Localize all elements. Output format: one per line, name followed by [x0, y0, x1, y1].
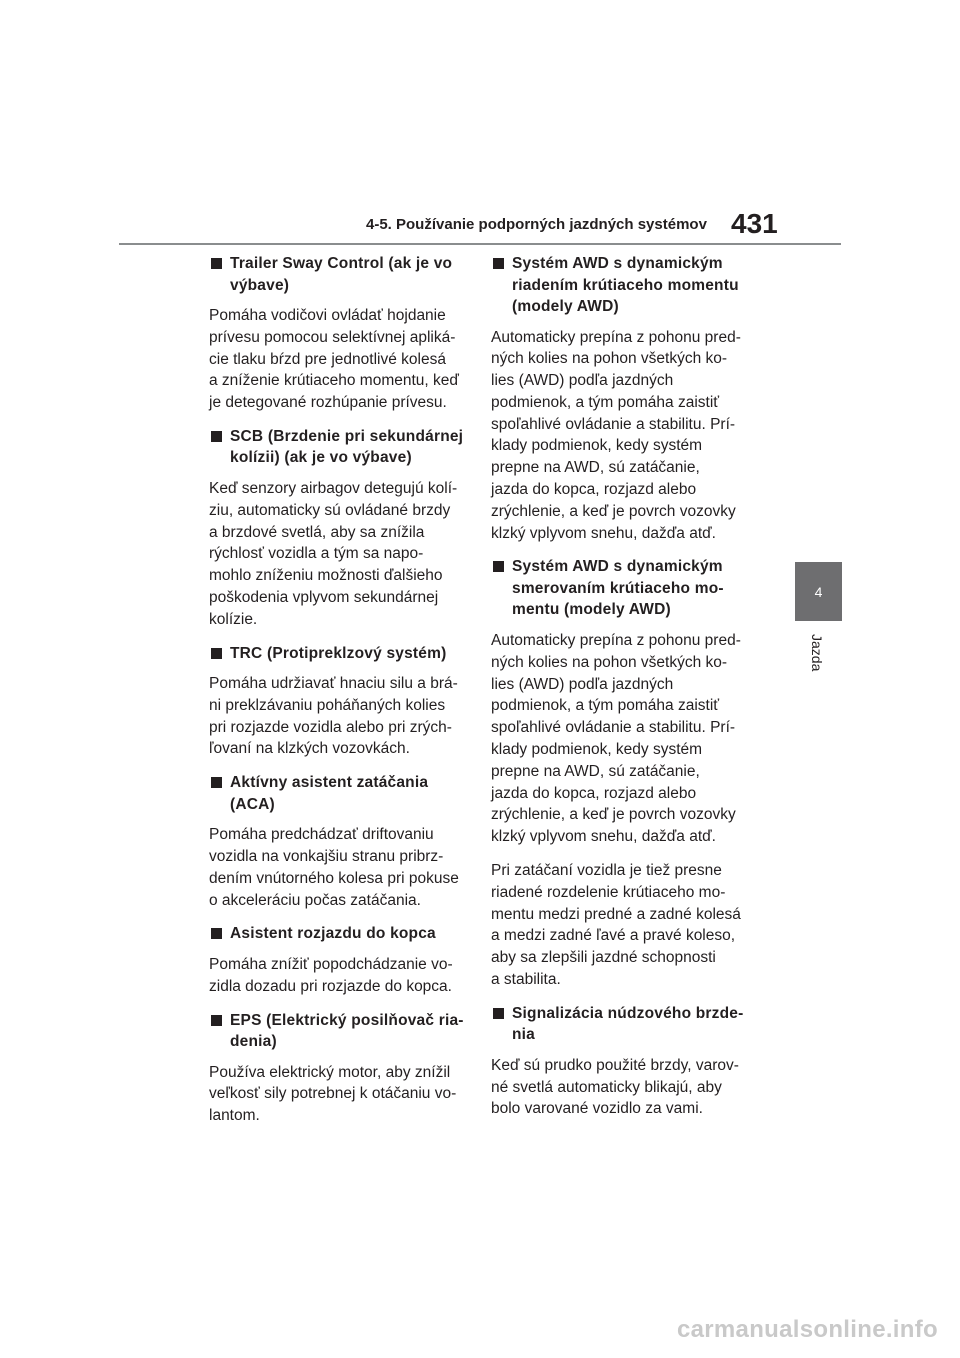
section-body: Keď senzory airbagov detegujú kolí- ziu, automaticky sú ovládané brzdy a brzdové svetlá, aby sa znížila rýchlosť vozidla a tým sa napo- mohlo zníženiu možnosti ďalšieho poškodenia vplyvom sekundárnej kolízie. — [209, 479, 458, 628]
chapter-tab[interactable] — [795, 562, 842, 621]
section-heading — [209, 1010, 471, 1053]
right-column — [491, 253, 753, 1132]
section-heading — [209, 426, 471, 469]
square-bullet-icon — [211, 648, 222, 659]
square-bullet-icon — [211, 928, 222, 939]
section-heading — [209, 253, 471, 296]
section-body: Pomáha vodičovi ovládať hojdanie prívesu pomocou selektívnej apliká- cie tlaku bŕzd pre jednotlivé kolesá a zníženie krútiaceho momentu, keď je detegované rozhúpanie prívesu. — [209, 307, 459, 412]
section-heading — [209, 643, 471, 665]
section-eps — [209, 1010, 471, 1127]
heading-text: EPS (Elektrický posilňovač ria- denia) — [230, 1011, 464, 1051]
square-bullet-icon — [493, 1008, 504, 1019]
left-column — [209, 253, 471, 1139]
square-bullet-icon — [211, 431, 222, 442]
page-number: 431 — [731, 208, 778, 239]
section-body: Automaticky prepína z pohonu pred- ných kolies na pohon všetkých ko- lies (AWD) podľa jazdných podmienok, a tým pomáha zaistiť spoľahlivé ovládanie a stabilitu. Prí- klady podmienok, kedy systém prepne na AWD, sú zatáčanie, jazda do kopca, rozjazd alebo zrýchlenie, a keď je povrch vozovky klzký vplyvom snehu, dažďa atď. — [491, 328, 741, 542]
section-awd-torque-control — [491, 253, 753, 544]
square-bullet-icon — [211, 777, 222, 788]
watermark: carmanualsonline.info — [676, 1316, 938, 1343]
chapter-label: Jazda — [809, 634, 825, 672]
section-emergency-brake-signal — [491, 1003, 753, 1120]
heading-text: Asistent rozjazdu do kopca — [230, 925, 436, 943]
section-heading — [491, 556, 753, 621]
section-body: Používa elektrický motor, aby znížil veľkosť sily potrebnej k otáčaniu vo- lantom. — [209, 1063, 457, 1125]
heading-text: Signalizácia núdzového brzde- nia — [512, 1004, 744, 1044]
heading-text: TRC (Protipreklzový systém) — [230, 644, 447, 662]
section-trailer-sway — [209, 253, 471, 414]
heading-text: Systém AWD s dynamickým smerovaním krútiaceho mo- mentu (modely AWD) — [512, 558, 724, 619]
section-heading — [209, 772, 471, 815]
header-rule — [119, 243, 841, 245]
section-heading — [491, 253, 753, 318]
square-bullet-icon — [493, 561, 504, 572]
section-aca — [209, 772, 471, 911]
section-heading — [491, 1003, 753, 1046]
section-title: 4-5. Používanie podporných jazdných systémov — [366, 216, 707, 233]
section-hill-start — [209, 923, 471, 997]
heading-text: Trailer Sway Control (ak je vo výbave) — [230, 255, 453, 294]
section-trc — [209, 643, 471, 761]
square-bullet-icon — [493, 258, 504, 269]
section-heading — [209, 923, 471, 945]
section-scb — [209, 426, 471, 631]
heading-text: Aktívny asistent zatáčania (ACA) — [230, 774, 429, 813]
square-bullet-icon — [211, 258, 222, 269]
section-body: Pomáha predchádzať driftovaniu vozidla na vonkajšiu stranu pribrz- dením vnútorného kolesa pri pokuse o akceleráciu počas zatáčania. — [209, 826, 459, 909]
heading-text: Systém AWD s dynamickým riadením krútiaceho momentu (modely AWD) — [512, 255, 739, 315]
heading-text: SCB (Brzdenie pri sekundárnej kolízii) (ak je vo výbave) — [230, 427, 464, 467]
section-awd-torque-vectoring — [491, 556, 753, 990]
section-body: Pomáha znížiť popodchádzanie vo- zidla dozadu pri rozjazde do kopca. — [209, 955, 453, 995]
section-body: Automaticky prepína z pohonu pred- ných kolies na pohon všetkých ko- lies (AWD) podľa jazdných podmienok, a tým pomáha zaistiť spoľahlivé ovládanie a stabilitu. Prí- klady podmienok, kedy systém prepne na AWD, sú zatáčanie, jazda do kopca, rozjazd alebo zrýchlenie, a keď je povrch vozovky klzký vplyvom snehu, dažďa atď. — [491, 631, 741, 846]
square-bullet-icon — [211, 1015, 222, 1026]
section-body: Pomáha udržiavať hnaciu silu a brá- ni preklzávaniu poháňaných kolies pri rozjazde vozidla alebo pri zrých- ľovaní na klzkých vozovkách. — [209, 675, 458, 758]
section-body-extra: Pri zatáčaní vozidla je tiež presne riadené rozdelenie krútiaceho mo- mentu medzi predné a zadné kolesá a medzi zadné ľavé a pravé koleso, aby sa zlepšili jazdné schopnosti a stabilita. — [491, 861, 741, 988]
chapter-number: 4 — [814, 583, 823, 600]
section-body: Keď sú prudko použité brzdy, varov- né svetlá automaticky blikajú, aby bolo varované vozidlo za vami. — [491, 1056, 739, 1118]
